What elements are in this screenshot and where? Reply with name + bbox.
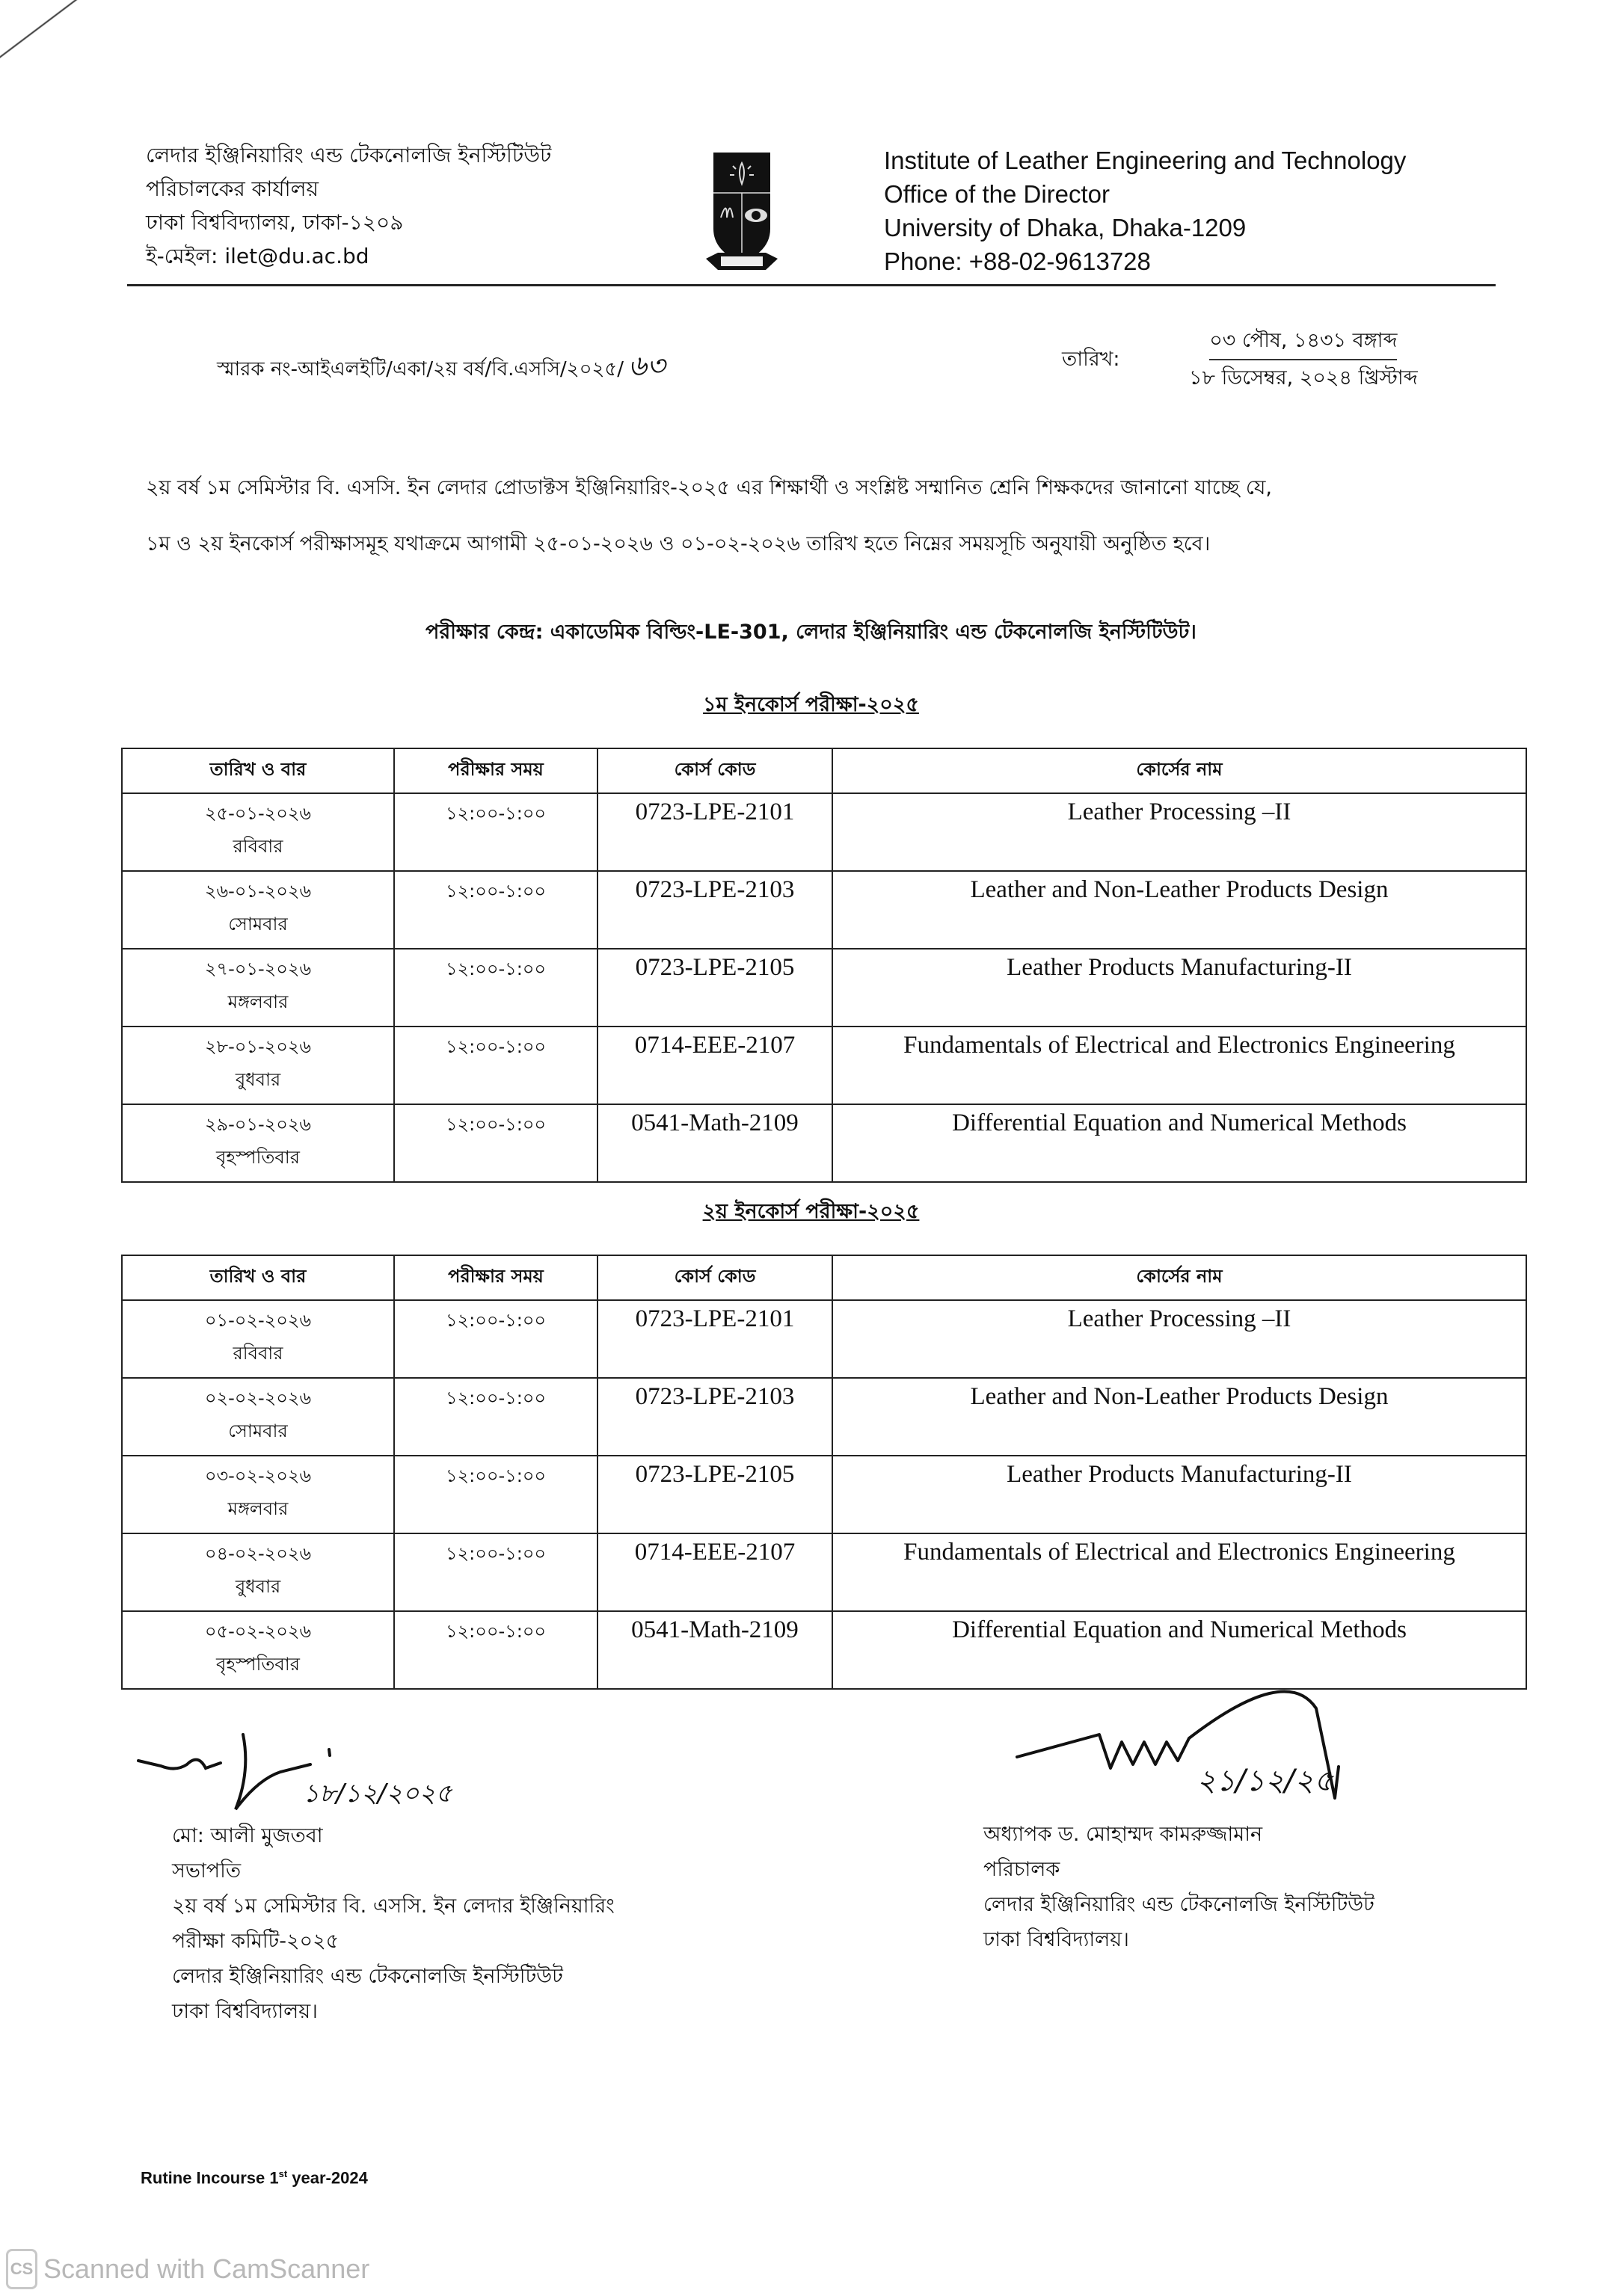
table-row	[122, 1456, 1526, 1533]
exam-date: ২৬-০১-২০২৬	[204, 881, 312, 902]
exam-day: বুধবার	[235, 1069, 281, 1090]
col-exam-time: পরীক্ষার সময়	[394, 748, 598, 793]
col-date-day: তারিখ ও বার	[122, 1255, 394, 1300]
memo-number: ৬৩	[628, 349, 666, 382]
table-row	[122, 1611, 1526, 1689]
name-cell: Fundamentals of Electrical and Electronics Engineering	[832, 1533, 1526, 1611]
exam-day: বৃহস্পতিবার	[216, 1654, 300, 1675]
col-course-name: কোর্সের নাম	[832, 1255, 1526, 1300]
exam-date: ০২-০২-২০২৬	[204, 1388, 312, 1409]
letterhead-divider	[127, 284, 1496, 286]
table-header-row	[122, 748, 1526, 793]
letterhead-bangla	[146, 138, 551, 273]
signatory-right-institute: লেদার ইঞ্জিনিয়ারিং এন্ড টেকনোলজি ইনস্টিটিউট	[983, 1893, 1374, 1916]
date-cell	[122, 871, 394, 949]
col-exam-time: পরীক্ষার সময়	[394, 1255, 598, 1300]
watermark-text: Scanned with CamScanner	[43, 2253, 370, 2284]
signatory-right-block	[983, 1817, 1374, 1957]
name-cell: Leather Processing –II	[832, 793, 1526, 871]
table-row	[122, 1300, 1526, 1378]
signatory-left-university: ঢাকা বিশ্ববিদ্যালয়।	[172, 2000, 318, 2023]
signature-left-icon	[131, 1727, 460, 1824]
time-cell: ১২:০০-১:০০	[394, 949, 598, 1027]
exam-date: ২৮-০১-২০২৬	[204, 1036, 312, 1057]
table-row	[122, 949, 1526, 1027]
table-row	[122, 1027, 1526, 1104]
time-cell: ১২:০০-১:০০	[394, 1378, 598, 1456]
col-course-code: কোর্স কোড	[598, 1255, 832, 1300]
signatory-left-name: মো: আলী মুজতবা	[172, 1824, 323, 1847]
signatory-right-title: পরিচালক	[983, 1858, 1060, 1881]
memo-label: স্মারক নং-আইএলইটি/একা/২য় বর্ষ/বি.এসসি/২০২৫/	[217, 358, 624, 381]
incourse-1-schedule-table	[121, 748, 1527, 1183]
code-cell: 0723-LPE-2105	[598, 949, 832, 1027]
signatory-left-committee-year: পরীক্ষা কমিটি-২০২৫	[172, 1930, 340, 1953]
exam-date: ০৫-০২-২০২৬	[204, 1621, 312, 1642]
table-row	[122, 1378, 1526, 1456]
code-cell: 0723-LPE-2101	[598, 793, 832, 871]
camscanner-watermark	[6, 2249, 369, 2289]
footer-note-sup: st	[278, 2168, 288, 2179]
date-bangla-calendar: ০৩ পৌষ, ১৪৩১ বঙ্গাব্দ	[1209, 323, 1397, 360]
office-name-en: Office of the Director	[884, 180, 1110, 208]
name-cell: Leather Products Manufacturing-II	[832, 1456, 1526, 1533]
table-row	[122, 1104, 1526, 1182]
code-cell: 0723-LPE-2105	[598, 1456, 832, 1533]
office-name-bn: পরিচালকের কার্যালয়	[146, 176, 319, 201]
date-cell	[122, 1104, 394, 1182]
date-label: তারিখ:	[1062, 348, 1120, 371]
university-crest-icon	[704, 147, 779, 274]
letterhead-english	[884, 144, 1406, 278]
signatory-right-university: ঢাকা বিশ্ববিদ্যালয়।	[983, 1928, 1129, 1951]
incourse-2-title	[0, 1196, 1622, 1230]
exam-date: ০৪-০২-২০২৬	[204, 1543, 312, 1564]
scan-fold-line	[0, 0, 165, 70]
footer-note-prefix: Rutine Incourse 1	[141, 2168, 279, 2188]
time-cell: ১২:০০-১:০০	[394, 871, 598, 949]
date-cell	[122, 1027, 394, 1104]
signatory-left-institute: লেদার ইঞ্জিনিয়ারিং এন্ড টেকনোলজি ইনস্টিটিউট	[172, 1965, 563, 1988]
incourse-2-schedule-table	[121, 1255, 1527, 1690]
address-bn: ঢাকা বিশ্ববিদ্যালয়, ঢাকা-১২০৯	[146, 210, 404, 235]
signatory-left-block	[172, 1818, 615, 2029]
incourse-1-title	[0, 689, 1622, 723]
footer-note-suffix: year-2024	[287, 2168, 368, 2188]
address-en: University of Dhaka, Dhaka-1209	[884, 214, 1247, 241]
exam-day: রবিবার	[233, 1343, 283, 1364]
institute-name-bn: লেদার ইঞ্জিনিয়ারিং এন্ড টেকনোলজি ইনস্টিটিউট	[146, 143, 552, 167]
time-cell: ১২:০০-১:০০	[394, 793, 598, 871]
time-cell: ১২:০০-১:০০	[394, 1611, 598, 1689]
notice-body	[146, 460, 1522, 572]
signatory-right-name: অধ্যাপক ড. মোহাম্মদ কামরুজ্জামান	[983, 1823, 1263, 1846]
code-cell: 0714-EEE-2107	[598, 1533, 832, 1611]
date-cell	[122, 1611, 394, 1689]
time-cell: ১২:০০-১:০০	[394, 1300, 598, 1378]
camscanner-logo-icon: CS	[6, 2249, 37, 2289]
col-date-day: তারিখ ও বার	[122, 748, 394, 793]
name-cell: Differential Equation and Numerical Methods	[832, 1104, 1526, 1182]
name-cell: Leather Processing –II	[832, 1300, 1526, 1378]
phone-en: Phone: +88-02-9613728	[884, 247, 1151, 275]
date-cell	[122, 1533, 394, 1611]
name-cell: Differential Equation and Numerical Methods	[832, 1611, 1526, 1689]
exam-date: ০৩-০২-২০২৬	[204, 1465, 312, 1486]
date-cell	[122, 949, 394, 1027]
signature-right-icon	[987, 1678, 1451, 1813]
code-cell: 0541-Math-2109	[598, 1104, 832, 1182]
table-row	[122, 793, 1526, 871]
exam-day: সোমবার	[228, 914, 288, 935]
code-cell: 0541-Math-2109	[598, 1611, 832, 1689]
date-cell	[122, 1300, 394, 1378]
time-cell: ১২:০০-১:০০	[394, 1533, 598, 1611]
time-cell: ১২:০০-১:০০	[394, 1456, 598, 1533]
name-cell: Fundamentals of Electrical and Electronics Engineering	[832, 1027, 1526, 1104]
date-cell	[122, 793, 394, 871]
signatory-left-committee: ২য় বর্ষ ১ম সেমিস্টার বি. এসসি. ইন লেদার ইঞ্জিনিয়ারিং	[172, 1895, 615, 1918]
exam-date: ২৭-০১-২০২৬	[204, 958, 312, 979]
time-cell: ১২:০০-১:০০	[394, 1104, 598, 1182]
code-cell: 0723-LPE-2103	[598, 1378, 832, 1456]
incourse-2-title-text: ২য় ইনকোর্স পরীক্ষা-২০২৫	[702, 1200, 920, 1223]
exam-day: বুধবার	[235, 1576, 281, 1597]
col-course-code: কোর্স কোড	[598, 748, 832, 793]
exam-date: ০১-০২-২০২৬	[204, 1310, 312, 1331]
exam-day: সোমবার	[228, 1421, 288, 1441]
institute-name-en: Institute of Leather Engineering and Technology	[884, 147, 1407, 174]
exam-day: রবিবার	[233, 836, 283, 857]
exam-date: ২৯-০১-২০২৬	[204, 1114, 312, 1135]
notice-line-2: ১ম ও ২য় ইনকোর্স পরীক্ষাসমূহ যথাক্রমে আগামী ২৫-০১-২০২৬ ও ০১-০২-২০২৬ তারিখ হতে নিম্নের সময়সূচি অনুযায়ী অনুষ্ঠিত হবে।	[146, 532, 1211, 555]
exam-day: মঙ্গলবার	[227, 1498, 289, 1519]
code-cell: 0723-LPE-2103	[598, 871, 832, 949]
signatory-left-title: সভাপতি	[172, 1859, 242, 1883]
table-row	[122, 871, 1526, 949]
name-cell: Leather and Non-Leather Products Design	[832, 871, 1526, 949]
incourse-1-title-text: ১ম ইনকোর্স পরীক্ষা-২০২৫	[703, 693, 919, 716]
signature-left-date: ১৮/১২/২০২৫	[303, 1779, 452, 1809]
exam-day: বৃহস্পতিবার	[216, 1147, 300, 1168]
code-cell: 0723-LPE-2101	[598, 1300, 832, 1378]
date-gregorian: ১৮ ডিসেম্বর, ২০২৪ খ্রিস্টাব্দ	[1189, 366, 1418, 390]
signature-right-date: ২১/১২/২৫	[1196, 1764, 1333, 1798]
name-cell: Leather Products Manufacturing-II	[832, 949, 1526, 1027]
exam-day: মঙ্গলবার	[227, 991, 289, 1012]
time-cell: ১২:০০-১:০০	[394, 1027, 598, 1104]
table-row	[122, 1533, 1526, 1611]
date-cell	[122, 1456, 394, 1533]
notice-line-1: ২য় বর্ষ ১ম সেমিস্টার বি. এসসি. ইন লেদার প্রোডাক্টস ইঞ্জিনিয়ারিং-২০২৫ এর শিক্ষার্থী ও সংশ্লিষ্ট সম্মানিত শ্রেনি শিক্ষকদের জানানো যাচ্ছে যে,	[146, 476, 1272, 499]
exam-date: ২৫-০১-২০২৬	[204, 803, 312, 824]
code-cell: 0714-EEE-2107	[598, 1027, 832, 1104]
date-block	[1189, 323, 1418, 396]
email-bn: ই-মেইল: ilet@du.ac.bd	[146, 244, 369, 268]
date-cell	[122, 1378, 394, 1456]
name-cell: Leather and Non-Leather Products Design	[832, 1378, 1526, 1456]
table-header-row	[122, 1255, 1526, 1300]
exam-venue: পরীক্ষার কেন্দ্র: একাডেমিক বিল্ডিং-LE-301, লেদার ইঞ্জিনিয়ারিং এন্ড টেকনোলজি ইনস্টিটিউট।	[426, 621, 1196, 644]
col-course-name: কোর্সের নাম	[832, 748, 1526, 793]
footer-note	[141, 2168, 368, 2188]
memo-reference	[217, 344, 665, 392]
